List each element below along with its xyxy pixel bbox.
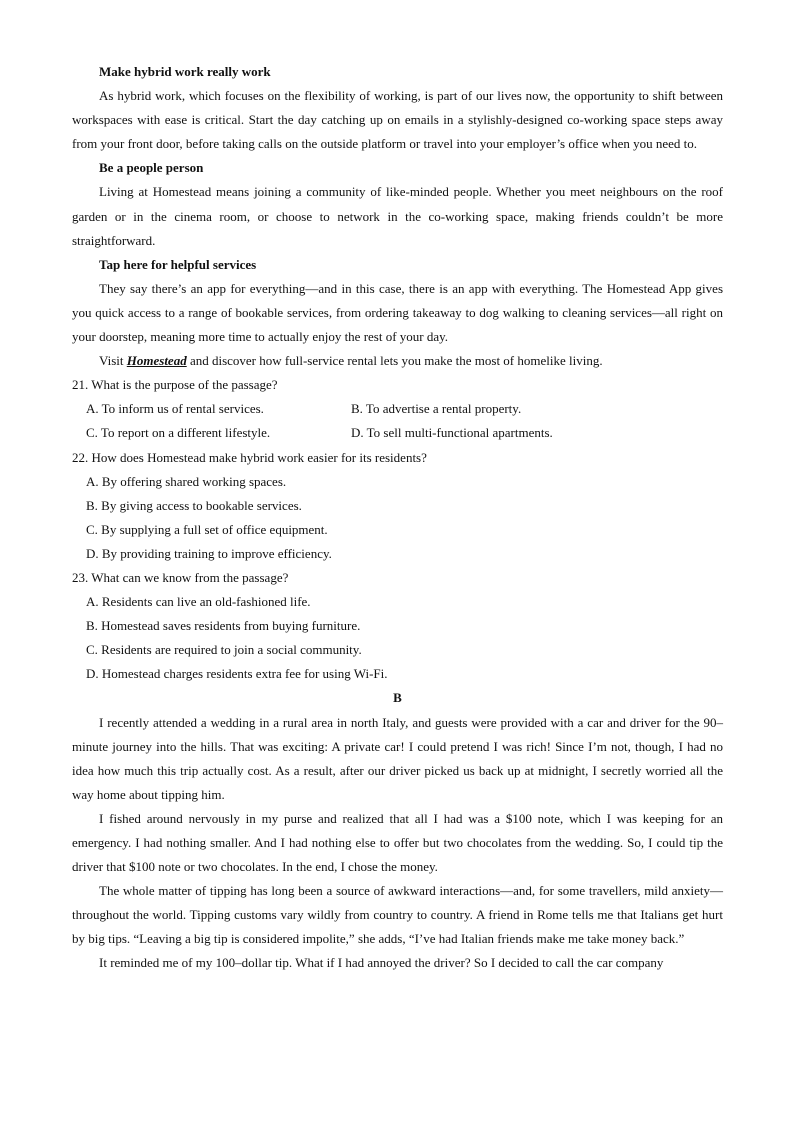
question-21-stem: 21. What is the purpose of the passage? bbox=[72, 377, 278, 393]
paragraph-visit bbox=[72, 349, 723, 373]
question-22-option-c: C. By supplying a full set of office equipment. bbox=[86, 521, 328, 537]
paragraph-reminded: It reminded me of my 100–dollar tip. What if I had annoyed the driver? So I decided to call the car company bbox=[99, 955, 664, 971]
heading-helpful-services: Tap here for helpful services bbox=[99, 256, 257, 272]
question-22-stem: 22. How does Homestead make hybrid work easier for its residents? bbox=[72, 449, 427, 465]
homestead-link[interactable]: Homestead bbox=[126, 353, 187, 369]
question-23-option-a: A. Residents can live an old-fashioned life. bbox=[86, 594, 311, 610]
question-21-option-b: B. To advertise a rental property. bbox=[351, 401, 522, 417]
paragraph-purse: I fished around nervously in my purse and realized that all I had was a $100 note, which I was keeping for an emergency. I had nothing smaller. And I had nothing else to offer but two chocolates from the wedding. So, I could tip the driver that $100 note or two chocolates. In the end, I chose the money. bbox=[72, 810, 723, 875]
question-21-options-row-1 bbox=[72, 397, 723, 421]
question-23-option-c: C. Residents are required to join a social community. bbox=[86, 642, 362, 658]
visit-suffix: and discover how full-service rental lets you make the most of homelike living. bbox=[186, 353, 603, 369]
section-b-title: B bbox=[393, 690, 402, 706]
question-23-stem: 23. What can we know from the passage? bbox=[72, 569, 289, 585]
paragraph-people-person: Living at Homestead means joining a community of like-minded people. Whether you meet neighbours on the roof garden or in the cinema room, or choose to network in the co-working space, making friends couldn’t be more straightforward. bbox=[72, 184, 723, 248]
heading-people-person: Be a people person bbox=[99, 160, 204, 176]
heading-hybrid-work: Make hybrid work really work bbox=[99, 64, 271, 79]
paragraph-hybrid-work: As hybrid work, which focuses on the flexibility of working, is part of our lives now, the opportunity to shift between workspaces with ease is critical. Start the day catching up on emails in a stylishly-designed co-working space steps away from your front door, before taking calls on the outside platform or travel into your employer’s office when you need to. bbox=[72, 88, 723, 152]
question-21-option-c: C. To report on a different lifestyle. bbox=[86, 425, 271, 441]
document-page bbox=[72, 60, 723, 976]
paragraph-helpful-services: They say there’s an app for everything—and in this case, there is an app with everything. The Homestead App gives you quick access to a range of bookable services, from ordering takeaway to dog walking to cleaning services—all right on your doorstep, meaning more time to actually enjoy the rest of your day. bbox=[72, 280, 723, 345]
question-22-option-b: B. By giving access to bookable services. bbox=[86, 497, 302, 513]
question-21-option-a: A. To inform us of rental services. bbox=[86, 401, 264, 417]
question-21-option-d: D. To sell multi-functional apartments. bbox=[351, 425, 553, 441]
question-23-option-b: B. Homestead saves residents from buying furniture. bbox=[86, 618, 361, 634]
question-22-option-d: D. By providing training to improve efficiency. bbox=[86, 545, 332, 561]
visit-prefix: Visit bbox=[99, 353, 127, 369]
paragraph-wedding: I recently attended a wedding in a rural area in north Italy, and guests were provided with a car and driver for the 90–minute journey into the hills. That was exciting: A private car! I could pretend I was rich! Since I’m not, though, I had no idea how much this trip actually cost. As a result, after our driver picked us back up at midnight, I secretly worried all the way home about tipping him. bbox=[72, 714, 723, 802]
question-21-options-row-2 bbox=[72, 421, 723, 445]
question-23-option-d: D. Homestead charges residents extra fee for using Wi-Fi. bbox=[86, 666, 388, 682]
question-22-option-a: A. By offering shared working spaces. bbox=[86, 473, 287, 489]
paragraph-tipping: The whole matter of tipping has long been a source of awkward interactions—and, for some travellers, mild anxiety—throughout the world. Tipping customs vary wildly from country to country. A friend in Rome tells me that Italians get hurt by big tips. “Leaving a big tip is considered impolite,” she adds, “I’ve had Italian friends make me take money back.” bbox=[72, 883, 723, 947]
